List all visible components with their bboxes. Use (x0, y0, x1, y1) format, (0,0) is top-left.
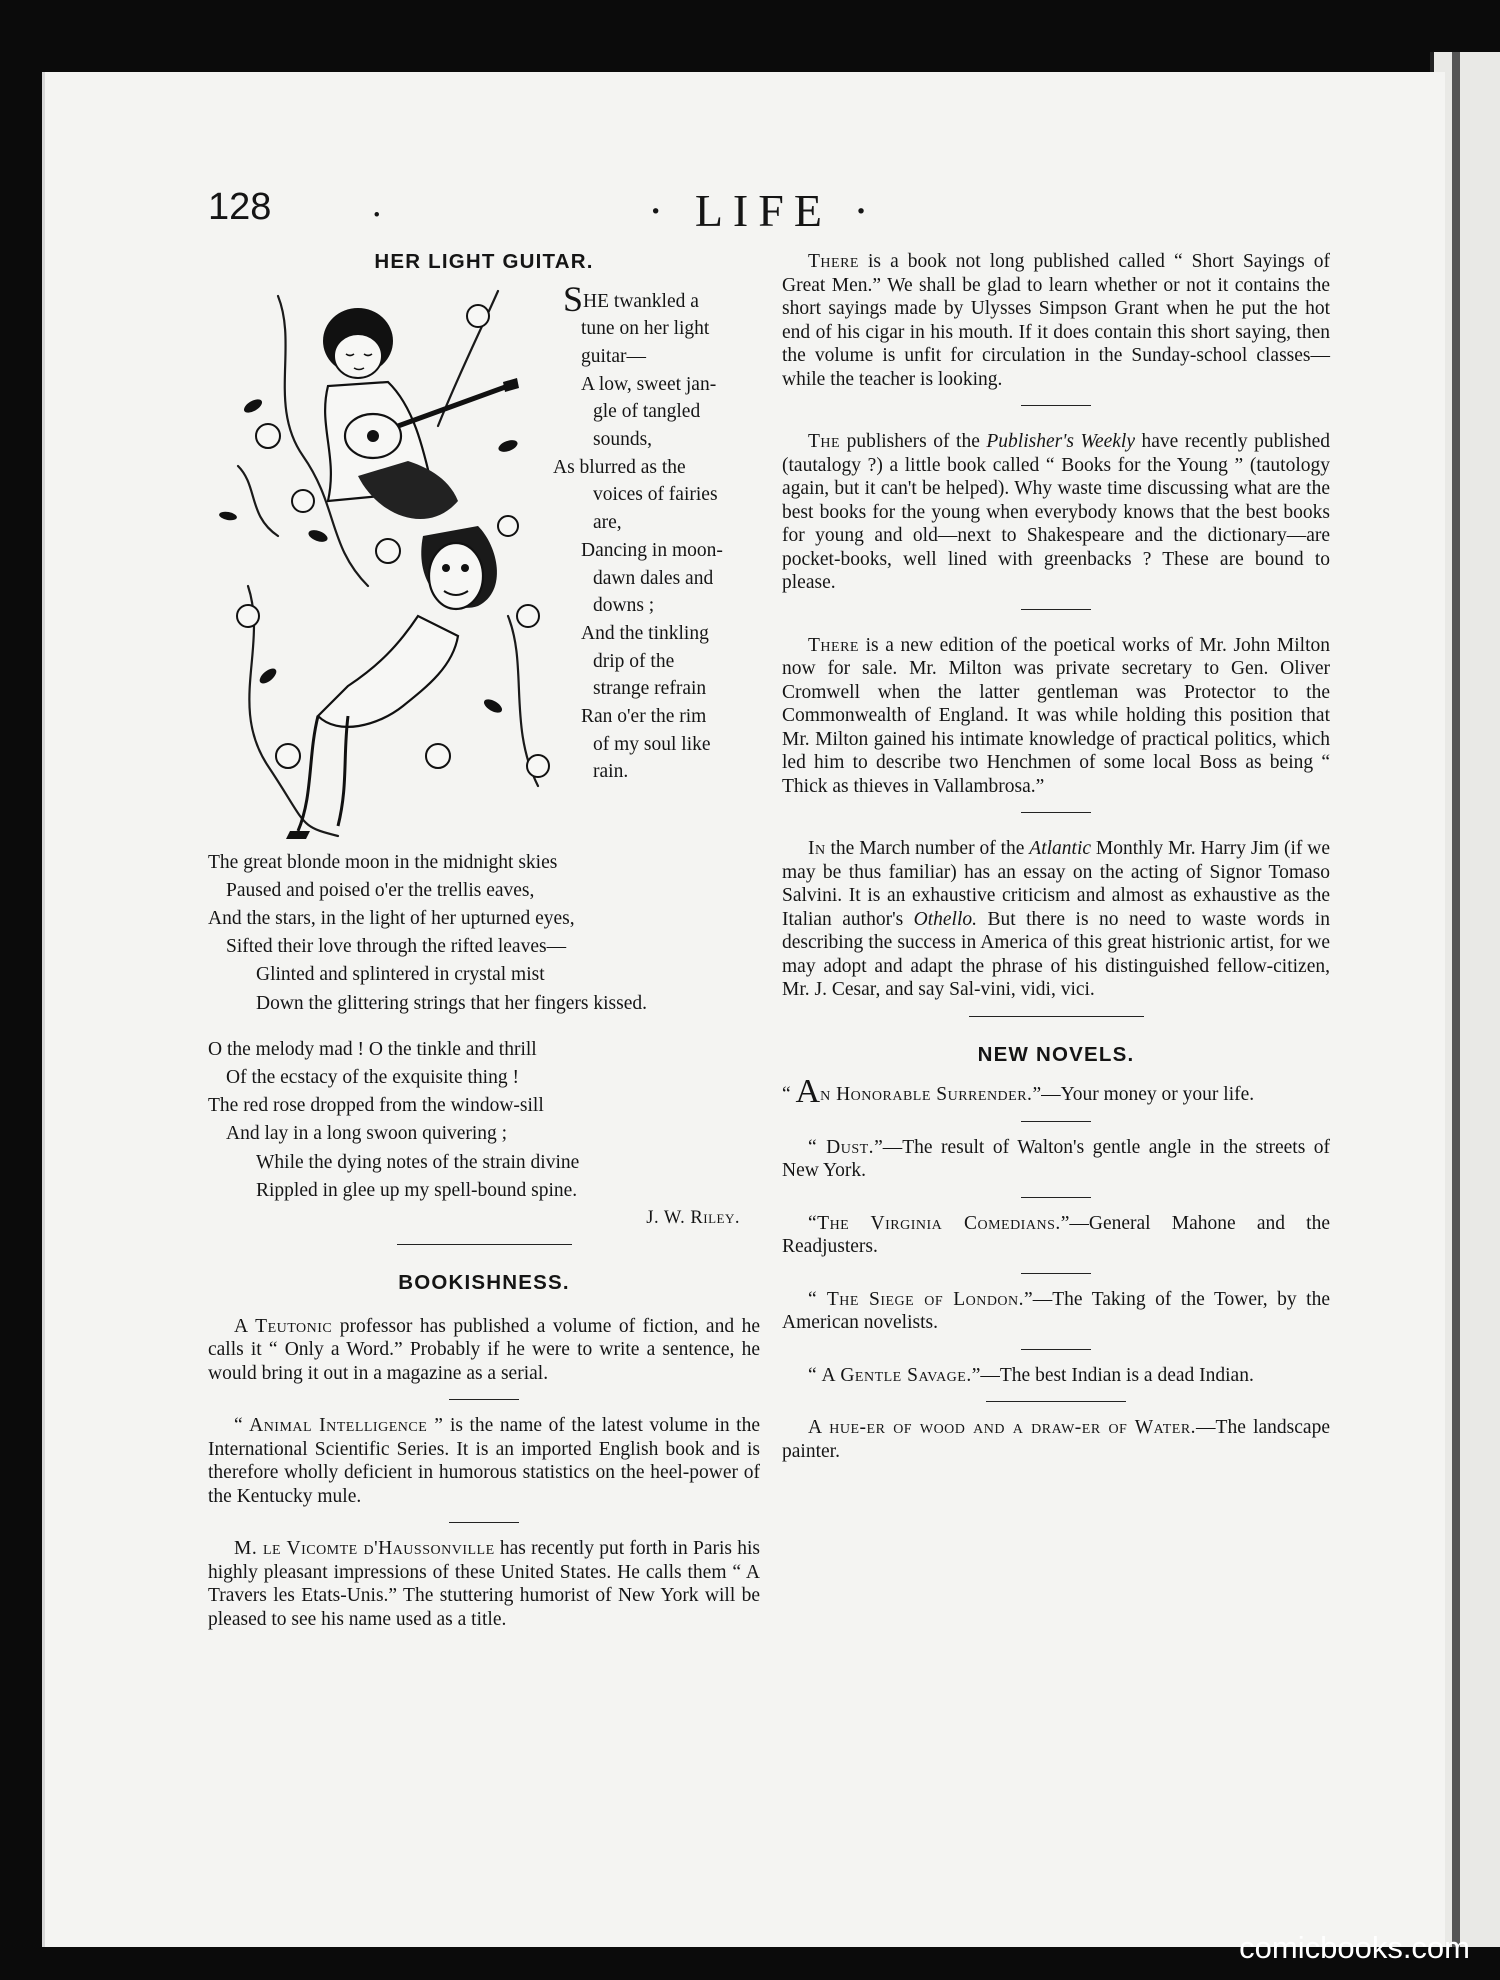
drop-cap: S (563, 278, 584, 319)
article-paragraph: There is a new edition of the poetical works of Mr. John Milton now for sale. Mr. Milton was private secretary to Gen. Oliver Cromwell when the latter gentleman was Protector to the Commonwealth of England. It was while holding this position that Mr. Milton gained his intimate knowledge of practical politics, which led him to describe two Henchmen of some local Boss as being “ Thick as thieves in Vallambrosa.” (782, 634, 1330, 797)
magazine-title: · LIFE · (648, 185, 879, 236)
poem-line: tune on her light (581, 318, 710, 340)
bookishness-paragraph: M. le Vicomte d'Haussonville has recently put forth in Paris his highly pleasant impressions of these United States. He calls them “ A Travers les Etats-Unis.” The stuttering humorist of New York will be pleased to see his name used as a title. (208, 1538, 760, 1630)
article-paragraph: The publishers of the Publisher's Weekly have recently published (tautalogy ?) a little book called “ Books for the Young ” (tautology again, but it can't be helped). Why waste time discussing what are the best books for the young when everybody knows that the best books for young and old—next to Shakespeare and the dictionary—are pocket-books, well lined with greenbacks ? These are bound to please. (782, 431, 1330, 593)
poem-line: guitar— (581, 345, 646, 367)
new-novels-title: NEW NOVELS. (977, 1042, 1135, 1066)
poem-line: voices of fairies (593, 484, 718, 506)
poem-line: Paused and poised o'er the trellis eaves, (226, 879, 535, 901)
poem-line: Glinted and splintered in crystal mist (256, 964, 545, 986)
poem-line: rain. (593, 761, 629, 783)
poem-line: As blurred as the (553, 456, 686, 478)
poem-line: drip of the (593, 650, 675, 672)
novel-item: “The Virginia Comedians.”—General Mahone and the Readjusters. (782, 1212, 1330, 1257)
poem-line: SHE twankled a (563, 278, 699, 319)
poem-line: And the stars, in the light of her upturned eyes, (208, 907, 575, 929)
poem-line: downs ; (593, 595, 655, 617)
novel-item: “ Dust.”—The result of Walton's gentle angle in the streets of New York. (782, 1136, 1331, 1181)
poem-line: Sifted their love through the rifted leaves— (226, 936, 567, 958)
poem-line: Of the ecstacy of the exquisite thing ! (226, 1066, 519, 1088)
poem-line: strange refrain (593, 678, 707, 700)
novel-item: “ The Siege of London.”—The Taking of the Tower, by the American novelists. (782, 1288, 1331, 1333)
poem-line: gle of tangled (593, 401, 701, 423)
poem-line: sounds, (593, 429, 653, 451)
poem-stanza-2 (208, 849, 760, 1018)
poem-line: And lay in a long swoon quivering ; (226, 1123, 508, 1145)
bookishness-paragraph: “ Animal Intelligence ” is the name of the latest volume in the International Scientific Series. It is an imported English book and is therefore wholly deficient in humorous statistics on the heel-power of the Kentucky mule. (208, 1415, 760, 1507)
poem-top-block (208, 278, 760, 841)
poem-author: J. W. Riley. (646, 1207, 740, 1228)
guitar-illustration (208, 286, 553, 841)
bookishness-title: BOOKISHNESS. (398, 1271, 570, 1295)
poem-line: A low, sweet jan- (581, 373, 717, 395)
poem-line: While the dying notes of the strain divine (256, 1151, 580, 1173)
poem-line: Down the glittering strings that her fingers kissed. (256, 992, 648, 1014)
right-column (782, 250, 1330, 1463)
article-paragraph: In the March number of the Atlantic Monthly Mr. Harry Jim (if we may be thus familiar) has an essay on the acting of Signor Tomaso Salvini. It is an exhaustive criticism and almost as exhaustive as the Italian author's Othello. But there is no need to waste words in describing the success in America of this great histrionic artist, for we may adopt and adapt the phrase of his distinguished fellow-citizen, Mr. J. Cesar, and say Sal-vini, vidi, vici. (782, 838, 1330, 1000)
poem-line: O the melody mad ! O the tinkle and thrill (208, 1038, 537, 1060)
poem-line: dawn dales and (593, 567, 714, 589)
header-dot: . (372, 183, 382, 225)
left-column (208, 250, 760, 1631)
poem-line: of my soul like (593, 733, 711, 755)
poem-side-lines (553, 278, 760, 787)
bookishness-paragraph: A Teutonic professor has published a volume of fiction, and he calls it “ Only a Word.” Probably if he were to write a sentence, he would bring it out in a magazine as a serial. (208, 1315, 760, 1384)
poem-line: Dancing in moon- (581, 539, 723, 561)
page-number: 128 (208, 186, 272, 228)
novel-item: “ An Honorable Surrender.”—Your money or your life. (782, 1073, 1255, 1110)
poem-title: HER LIGHT GUITAR. (374, 250, 594, 273)
poem-stanza-3 (208, 1036, 760, 1205)
poem-line: are, (593, 512, 622, 534)
poem-line: The great blonde moon in the midnight skies (208, 851, 558, 873)
poem-line: The red rose dropped from the window-sill (208, 1095, 544, 1117)
poem-line: Rippled in glee up my spell-bound spine. (256, 1179, 578, 1201)
poem-line: And the tinkling (581, 622, 709, 644)
novel-item: “ A Gentle Savage.”—The best Indian is a dead Indian. (808, 1364, 1254, 1386)
article-paragraph: There is a book not long published called “ Short Sayings of Great Men.” We shall be glad to learn whether or not it contains the short sayings made by Ulysses Simpson Grant when he put the hot end of his cigar in his mouth. If it does contain this short saying, then the volume is unfit for circulation in the Sunday-school classes—while the teacher is looking. (782, 251, 1330, 390)
binding-strip (1452, 52, 1460, 1947)
page-header (208, 183, 1328, 236)
novel-item: A hue-er of wood and a draw-er of Water.—The landscape painter. (782, 1417, 1330, 1462)
watermark-text: comicbooks.com (1239, 1930, 1470, 1965)
poem-line: Ran o'er the rim (581, 706, 707, 728)
